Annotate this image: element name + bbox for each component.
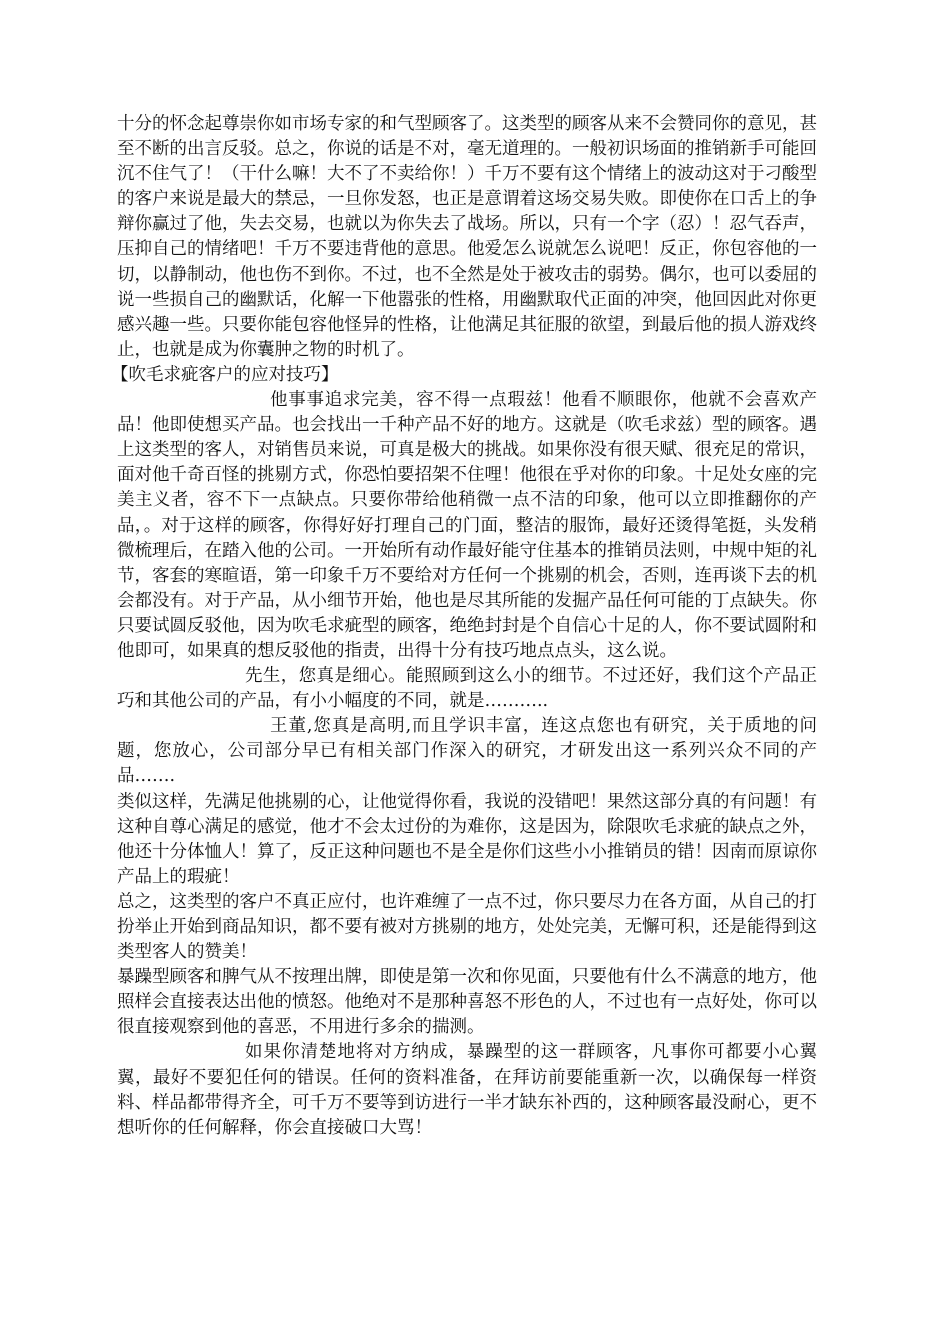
paragraph-satisfy-customer: 类似这样，先满足他挑剔的心，让他觉得你看，我说的没错吧！果然这部分真的有问题！有这种自尊心满足的感觉，他才不会太过份的为难你，这是因为，除限吹毛求疵的缺点之外，他还十分体恤人！算了，反正这种问题也不是全是你们这些小小推销员的错！因南而原谅你产品上的瑕疵！	[117, 791, 817, 887]
paragraph-example-reply-1: 先生，您真是细心。能照顾到这么小的细节。不过还好，我们这个产品正巧和其他公司的产品，有小小幅度的不同，就是………..	[117, 666, 817, 712]
paragraph-summary: 总之，这类型的客户不真正应付，也许难缠了一点不过，你只要尽力在各方面，从自己的打扮举止开始到商品知识，都不要有被对方挑剔的地方，处处完美，无懈可积，还是能得到这类型客人的赞美！	[117, 891, 817, 963]
paragraph-picky-customer: 他事事追求完美，容不得一点瑕兹！他看不顺眼你，他就不会喜欢产品！他即使想买产品。也会找出一千种产品不好的地方。这就是（吹毛求兹）型的顾客。遇上这类型的客人，对销售员来说，可真是极大的挑战。如果你没有很天赋、很充足的常识，面对他千奇百怪的挑剔方式，你恐怕要招架不住哩！他很在乎对你的印象。十足处女座的完美主义者，容不下一点缺点。只要你带给他稍微一点不洁的印象，他可以立即推翻你的产品，。对于这样的顾客，你得好好打理自己的门面，整洁的服饰，最好还烫得笔挺，头发稍微梳理后，在踏入他的公司。一开始所有动作最好能守住基本的推销员法则，中规中矩的礼节，客套的寒暄语，第一印象千万不要给对方任何一个挑剔的机会，否则，连再谈下去的机会都没有。对于产品，从小细节开始，他也是尽其所能的发掘产品任何可能的丁点缺失。你只要试圆反驳他，因为吹毛求疵型的顾客，绝绝封封是个自信心十足的人，你不要试圆附和他即可，如果真的想反驳他的指责，出得十分有技巧地点点头，这么说。	[117, 390, 817, 661]
paragraph-difficult-customer: 十分的怀念起尊崇你如市场专家的和气型顾客了。这类型的顾客从来不会赞同你的意见，甚至不断的出言反驳。总之，你说的话是不对，毫无道理的。一般初识场面的推销新手可能回沉不住气了！（干什么嘛！大不了不卖给你！）千万不要有这个情绪上的波动这对于刁酸型的客户来说是最大的禁忌，一旦你发怒，也正是意谓着这场交易失败。即使你在口舌上的争辩你赢过了他，失去交易，也就以为你失去了战场。所以，只有一个字（忍）！忍气吞声，压抑自己的情绪吧！千万不要违背他的意思。他爱怎么说就怎么说吧！反正，你包容他的一切，以静制动，他也伤不到你。不过，也不全然是处于被攻击的弱势。偶尔，也可以委屈的说一些损自己的幽默话，化解一下他嚣张的性格，用幽默取代正面的冲突，他回因此对你更感兴趣一些。只要你能包容他怪异的性格，让他满足其征服的欲望，到最后他的损人游戏终止，也就是成为你囊肿之物的时机了。	[117, 114, 817, 360]
paragraph-example-reply-2: 王董,您真是高明,而且学识丰富，连这点您也有研究，关于质地的问题，您放心，公司部分早已有相关部门作深入的研究，才研发出这一系列兴众不同的产品…….	[117, 716, 817, 787]
section-heading-picky-customer: 【吹毛求疵客户的应对技巧】	[111, 364, 339, 385]
document-body	[111, 112, 817, 1141]
paragraph-careful-preparation: 如果你清楚地将对方纳成，暴躁型的这一群顾客，凡事你可都要小心翼翼，最好不要犯任何的错误。任何的资料准备，在拜访前要能重新一次，以确保每一样资料、样品都带得齐全，可千万不要等到访进行一半才缺东补西的，这种顾客最没耐心，更不想听你的任何解释，你会直接破口大骂！	[117, 1042, 817, 1138]
paragraph-impatient-customer: 暴躁型顾客和脾气从不按理出牌，即使是第一次和你见面，只要他有什么不满意的地方，他照样会直接表达出他的愤怒。他绝对不是那种喜怒不形色的人，不过也有一点好处，你可以很直接观察到他的喜恶，不用进行多余的揣测。	[117, 967, 817, 1038]
